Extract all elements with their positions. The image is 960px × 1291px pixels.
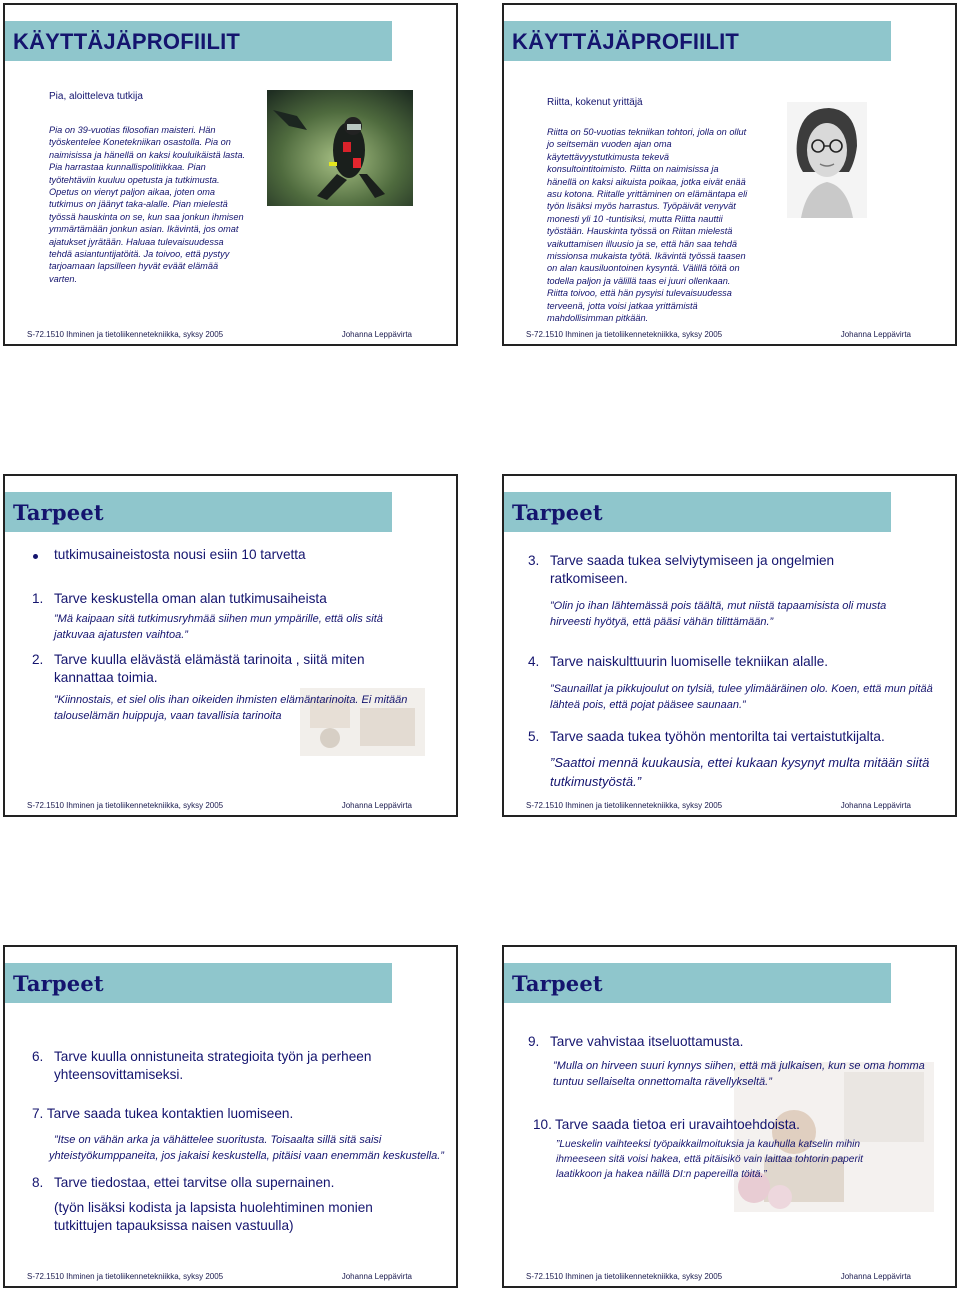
need-1: 1. Tarve keskustella oman alan tutkimusaiheista — [32, 591, 327, 606]
profile-name: Riitta, kokenut yrittäjä — [547, 97, 643, 108]
diver-photo — [267, 90, 413, 206]
slide-tarpeet-2 — [502, 474, 957, 817]
footer-course: S-72.1510 Ihminen ja tietoliikennetekniikka, syksy 2005 — [27, 801, 224, 810]
need-8-note: (työn lisäksi kodista ja lapsista huolehtiminen monien tutkittujen tapauksissa naisen vastuulla) — [54, 1200, 373, 1233]
need-7: 7. Tarve saada tukea kontaktien luomiseen. — [32, 1106, 294, 1121]
woman-portrait-photo — [787, 102, 867, 218]
profile-name: Pia, aloitteleva tutkija — [49, 91, 143, 102]
need-9-quote: ”Mulla on hirveen suuri kynnys siihen, että mä julkaisen, kun se oma homma tuntuu sellaiselta onnettomalta rävellykseltä.” — [553, 1060, 925, 1088]
need-7-quote: ”Itse on vähän arka ja vähättelee suoritusta. Toisaalta sillä sitä saisi yhteistyökumppaneita, jos jakaisi keskustella, pitäisi vaan enemmän keskustella.” — [49, 1134, 444, 1162]
footer-author: Johanna Leppävirta — [341, 1272, 412, 1281]
slide-tarpeet-3 — [3, 945, 458, 1288]
title-bar — [5, 21, 392, 61]
footer-author: Johanna Leppävirta — [840, 1272, 911, 1281]
need-2-quote: ”Kiinnostais, et siel olis ihan oikeiden ihmisten elämäntarinoita. Ei mitään talouselämän huippuja, vaan tavallisia tarinoita — [54, 694, 408, 722]
slide-tarpeet-4 — [502, 945, 957, 1288]
slide-footer — [526, 801, 911, 813]
need-8: 8. Tarve tiedostaa, ettei tarvitse olla supernainen. — [32, 1175, 335, 1190]
profile-description: Pia on 39-vuotias filosofian maisteri. Hän työskentelee Konetekniikan osastolla. Pia on naimisissa ja hänellä on kaksi kouluikäistä lasta. Pia harrastaa kunnallispolitiikkaa. Pian työtehtäviin kuuluu opetusta ja tutkimusta. Opetus on vienyt paljon aikaa, joten oma tutkimus on jäänyt taka-alalle. Pian mielestä työssä hauskinta on se, kun saa jonkun ihmisen ymmärtämään jonkun asian. Ikävintä, jos omat ajatukset jyrätään. Haluaa tulevaisuudessa tehdä asiantuntijatöitä. Ja toivoo, että pystyy tarjoamaan lapsilleen hyvät eväät elämää varten. — [49, 125, 246, 284]
slide-pia-profile — [3, 3, 458, 346]
slide-title: Tarpeet — [13, 971, 104, 996]
slide-title: Tarpeet — [13, 500, 104, 525]
slide-title: KÄYTTÄJÄPROFIILIT — [13, 29, 241, 54]
need-4: 4. Tarve naiskulttuurin luomiselle tekniikan alalle. — [528, 654, 829, 669]
need-1-quote: ”Mä kaipaan sitä tutkimusryhmää siihen mun ympärille, että olis sitä jatkuvaa ajatusten vaihtoa.” — [54, 613, 383, 641]
title-bar — [504, 21, 891, 61]
slide-title: Tarpeet — [512, 971, 603, 996]
need-3: 3. Tarve saada tukea selviytymiseen ja ongelmien ratkomiseen. — [528, 553, 835, 586]
profile-description: Riitta on 50-vuotias tekniikan tohtori, jolla on ollut jo seitsemän vuoden ajan oma käytettävyystutkimusta tekevä konsultointitoimisto. Riitta on naimisissa ja hänellä on kaksi aikuista poikaa, jotka eivät enää asu kotona. Riitalle yrittäminen on elämäntapa eli työn lisäksi myös harrastus. Työpäivät venyvät monesti yli 10 -tuntisiksi, mutta Riitta nauttii työstään. Hauskinta työssä on Riitan mielestä vaikuttamisen illuusio ja se, että hän saa tehdä missionsa mukaista työtä. Ikävintä työssä taasen on alan kausiluontoinen kysyntä. Välillä töitä on todella paljon ja välillä taas ei juuri ollenkaan. Riitta toivoo, että hän pysyisi tulevaisuudessa terveenä, jotta voisi jatkaa yrittämistä mahdollisimman pitkään. — [547, 127, 748, 324]
need-10-quote: ”Lueskelin vaihteeksi työpaikkailmoituksia ja kauhulla katselin mihin ihmeeseen sitä voisi hakea, että pitäisikö vain laittaa tohtorin paperit laatikkoon ja hakea näillä DI:n papereilla töitä.” — [556, 1139, 863, 1180]
footer-author: Johanna Leppävirta — [840, 330, 911, 339]
slide-riitta-profile — [502, 3, 957, 346]
footer-course: S-72.1510 Ihminen ja tietoliikennetekniikka, syksy 2005 — [27, 330, 224, 339]
title-bar — [504, 963, 891, 1003]
footer-course: S-72.1510 Ihminen ja tietoliikennetekniikka, syksy 2005 — [526, 801, 723, 810]
need-10: 10. Tarve saada tietoa eri uravaihtoehdoista. — [533, 1117, 800, 1132]
need-4-quote: ”Saunaillat ja pikkujoulut on tylsiä, tulee ylimääräinen olo. Koen, että mun pitää lähteä pois, että pojat pääsee saunaan.” — [550, 683, 933, 711]
footer-author: Johanna Leppävirta — [341, 801, 412, 810]
footer-course: S-72.1510 Ihminen ja tietoliikennetekniikka, syksy 2005 — [27, 1272, 224, 1281]
slide-footer — [27, 801, 412, 813]
need-5-quote: ”Saattoi mennä kuukausia, ettei kukaan kysynyt multa mitään siitä tutkimustyöstä.” — [550, 755, 930, 789]
need-9: 9. Tarve vahvistaa itseluottamusta. — [528, 1034, 744, 1049]
footer-course: S-72.1510 Ihminen ja tietoliikennetekniikka, syksy 2005 — [526, 330, 723, 339]
need-6: 6. Tarve kuulla onnistuneita strategioita työn ja perheen yhteensovittamiseksi. — [32, 1049, 372, 1082]
bullet-icon — [33, 554, 38, 559]
slide-footer — [526, 1272, 911, 1284]
need-3-quote: ”Olin jo ihan lähtemässä pois täältä, mut niistä tapaamisista oli musta hirveesti hyötyä, että pääsi vähän tilittämään.” — [550, 600, 887, 628]
slide-footer — [27, 330, 412, 342]
footer-author: Johanna Leppävirta — [341, 330, 412, 339]
need-2: 2. Tarve kuulla elävästä elämästä tarinoita , siitä miten kannattaa toimia. — [32, 652, 365, 685]
slide-tarpeet-1 — [3, 474, 458, 817]
title-bar — [5, 963, 392, 1003]
intro-bullet: tutkimusaineistosta nousi esiin 10 tarvetta — [54, 547, 306, 562]
title-bar — [504, 492, 891, 532]
slide-title: KÄYTTÄJÄPROFIILIT — [512, 29, 740, 54]
slide-footer — [526, 330, 911, 342]
slide-title: Tarpeet — [512, 500, 603, 525]
need-5: 5. Tarve saada tukea työhön mentorilta tai vertaistutkijalta. — [528, 729, 885, 744]
footer-author: Johanna Leppävirta — [840, 801, 911, 810]
slide-footer — [27, 1272, 412, 1284]
footer-course: S-72.1510 Ihminen ja tietoliikennetekniikka, syksy 2005 — [526, 1272, 723, 1281]
title-bar — [5, 492, 392, 532]
